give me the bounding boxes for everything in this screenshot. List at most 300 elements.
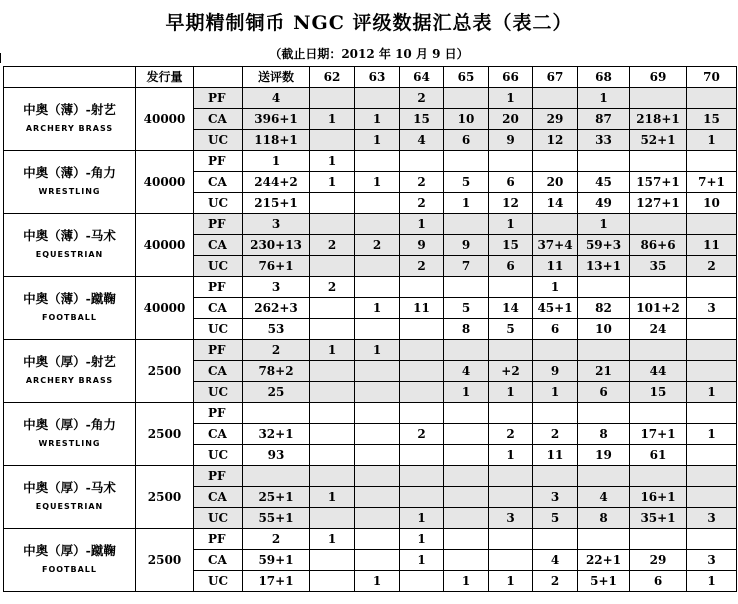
data-cell: 17+1 <box>243 571 310 592</box>
data-cell: 11 <box>533 445 578 466</box>
data-cell: 78+2 <box>243 361 310 382</box>
column-header <box>4 67 136 88</box>
coin-name: 中奥（厚）-角力 <box>23 416 116 432</box>
data-cell <box>400 151 444 172</box>
data-cell <box>630 151 687 172</box>
data-cell: 2 <box>400 172 444 193</box>
data-cell <box>687 403 737 424</box>
data-cell <box>310 382 355 403</box>
table-body <box>4 88 737 592</box>
data-cell: 1 <box>355 109 400 130</box>
page-title: 早期精制铜币 NGC 评级数据汇总表（表二） <box>165 12 573 34</box>
data-cell <box>489 529 533 550</box>
data-cell: 35+1 <box>630 508 687 529</box>
data-cell: 17+1 <box>630 424 687 445</box>
edge-marker <box>0 53 1 63</box>
data-cell: 1 <box>310 109 355 130</box>
data-cell <box>489 277 533 298</box>
data-cell <box>687 88 737 109</box>
coin-name-english: FOOTBALL <box>41 564 97 574</box>
data-cell <box>444 550 489 571</box>
data-cell: 2 <box>400 256 444 277</box>
data-cell: 218+1 <box>630 109 687 130</box>
issue-quantity: 2500 <box>136 529 194 592</box>
data-cell: 1 <box>489 382 533 403</box>
table-row <box>4 466 737 487</box>
data-cell: 3 <box>687 508 737 529</box>
data-cell: 1 <box>400 508 444 529</box>
data-cell: 10 <box>687 193 737 214</box>
coin-name-english: EQUESTRIAN <box>35 501 104 511</box>
data-cell: 1 <box>444 193 489 214</box>
data-cell: 21 <box>578 361 630 382</box>
coin-name-cell <box>4 466 136 529</box>
data-cell: 59+3 <box>578 235 630 256</box>
coin-name-english: FOOTBALL <box>41 312 97 322</box>
data-cell <box>400 361 444 382</box>
data-cell: 44 <box>630 361 687 382</box>
grade-label: CA <box>194 298 243 319</box>
data-cell: 11 <box>400 298 444 319</box>
grade-label: PF <box>194 466 243 487</box>
data-cell <box>630 340 687 361</box>
grade-label: PF <box>194 88 243 109</box>
coin-name-cell <box>4 340 136 403</box>
data-cell: 1 <box>400 214 444 235</box>
data-cell: 6 <box>489 172 533 193</box>
data-cell <box>444 340 489 361</box>
data-cell <box>444 403 489 424</box>
data-cell: 230+13 <box>243 235 310 256</box>
data-cell <box>687 529 737 550</box>
grade-label: CA <box>194 424 243 445</box>
coin-name: 中奥（薄）-射艺 <box>23 101 116 117</box>
data-cell: 25+1 <box>243 487 310 508</box>
data-cell: 8 <box>578 508 630 529</box>
grade-label: CA <box>194 361 243 382</box>
data-cell <box>630 466 687 487</box>
data-cell: 86+6 <box>630 235 687 256</box>
coin-name: 中奥（薄）-角力 <box>23 164 116 180</box>
data-cell: 4 <box>578 487 630 508</box>
data-cell <box>355 277 400 298</box>
data-cell <box>687 445 737 466</box>
data-cell <box>310 445 355 466</box>
data-cell: 6 <box>533 319 578 340</box>
grade-label: CA <box>194 550 243 571</box>
table-row <box>4 277 737 298</box>
grade-label: PF <box>194 151 243 172</box>
data-cell: 25 <box>243 382 310 403</box>
data-cell: 2 <box>489 424 533 445</box>
data-cell <box>310 571 355 592</box>
data-cell: 5 <box>444 298 489 319</box>
data-cell: 118+1 <box>243 130 310 151</box>
data-cell <box>489 340 533 361</box>
data-cell <box>578 403 630 424</box>
coin-name-cell <box>4 214 136 277</box>
data-cell: 3 <box>533 487 578 508</box>
data-cell <box>355 508 400 529</box>
data-cell: 24 <box>630 319 687 340</box>
data-cell <box>310 298 355 319</box>
coin-name: 中奥（薄）-蹴鞠 <box>23 290 116 306</box>
data-cell <box>444 151 489 172</box>
data-cell <box>355 424 400 445</box>
data-cell: 1 <box>687 382 737 403</box>
column-header: 66 <box>489 67 533 88</box>
data-cell: 13+1 <box>578 256 630 277</box>
data-cell: 8 <box>578 424 630 445</box>
data-cell <box>400 382 444 403</box>
data-cell <box>533 466 578 487</box>
data-cell: 101+2 <box>630 298 687 319</box>
data-cell <box>355 361 400 382</box>
data-cell <box>444 529 489 550</box>
data-cell <box>355 382 400 403</box>
data-cell <box>355 529 400 550</box>
grading-table <box>3 66 737 592</box>
coin-name-english: EQUESTRIAN <box>35 249 104 259</box>
data-cell <box>355 403 400 424</box>
data-cell: 6 <box>444 130 489 151</box>
data-cell <box>355 151 400 172</box>
issue-quantity: 2500 <box>136 403 194 466</box>
data-cell <box>489 487 533 508</box>
data-cell <box>400 403 444 424</box>
table-row <box>4 340 737 361</box>
data-cell: 14 <box>533 193 578 214</box>
data-cell <box>444 424 489 445</box>
data-cell: 2 <box>310 235 355 256</box>
data-cell: 12 <box>533 130 578 151</box>
data-cell <box>687 214 737 235</box>
header-row <box>4 67 737 88</box>
data-cell: 14 <box>489 298 533 319</box>
column-header: 65 <box>444 67 489 88</box>
coin-name-cell <box>4 277 136 340</box>
coin-name-cell <box>4 151 136 214</box>
table-row <box>4 529 737 550</box>
data-cell: 6 <box>489 256 533 277</box>
cutoff-date: （截止日期：2012 年 10 月 9 日） <box>269 47 469 61</box>
data-cell: 11 <box>533 256 578 277</box>
data-cell: 61 <box>630 445 687 466</box>
data-cell <box>355 487 400 508</box>
data-cell: 1 <box>310 340 355 361</box>
data-cell: 1 <box>687 571 737 592</box>
data-cell <box>355 88 400 109</box>
data-cell <box>400 571 444 592</box>
table-row <box>4 403 737 424</box>
data-cell: 49 <box>578 193 630 214</box>
data-cell <box>578 151 630 172</box>
data-cell <box>630 277 687 298</box>
column-header: 70 <box>687 67 737 88</box>
data-cell: 1 <box>489 88 533 109</box>
data-cell: 2 <box>400 424 444 445</box>
data-cell <box>310 256 355 277</box>
coin-name-cell <box>4 403 136 466</box>
data-cell <box>310 508 355 529</box>
data-cell: 15 <box>687 109 737 130</box>
data-cell <box>687 487 737 508</box>
data-cell <box>578 529 630 550</box>
data-cell: 45+1 <box>533 298 578 319</box>
data-cell <box>355 550 400 571</box>
column-header: 64 <box>400 67 444 88</box>
data-cell: 2 <box>355 235 400 256</box>
grade-label: UC <box>194 256 243 277</box>
data-cell: 5 <box>533 508 578 529</box>
data-cell <box>310 319 355 340</box>
data-cell <box>687 361 737 382</box>
grade-label: PF <box>194 340 243 361</box>
data-cell: 2 <box>687 256 737 277</box>
data-cell <box>444 445 489 466</box>
data-cell: 37+4 <box>533 235 578 256</box>
data-cell <box>578 340 630 361</box>
data-cell <box>533 529 578 550</box>
data-cell: 262+3 <box>243 298 310 319</box>
data-cell: 215+1 <box>243 193 310 214</box>
data-cell: 9 <box>489 130 533 151</box>
coin-name-cell <box>4 529 136 592</box>
data-cell <box>310 130 355 151</box>
data-cell <box>630 403 687 424</box>
data-cell: 1 <box>400 550 444 571</box>
column-header: 68 <box>578 67 630 88</box>
data-cell: 6 <box>630 571 687 592</box>
grade-label: UC <box>194 508 243 529</box>
data-cell: 82 <box>578 298 630 319</box>
data-cell <box>533 214 578 235</box>
coin-name-english: WRESTLING <box>38 186 101 196</box>
data-cell: 20 <box>489 109 533 130</box>
data-cell: 4 <box>533 550 578 571</box>
data-cell: 1 <box>310 172 355 193</box>
data-cell: 22+1 <box>578 550 630 571</box>
data-cell <box>630 529 687 550</box>
data-cell: 4 <box>444 361 489 382</box>
coin-name-english: WRESTLING <box>38 438 101 448</box>
data-cell: 10 <box>578 319 630 340</box>
data-cell <box>310 466 355 487</box>
data-cell: 1 <box>310 151 355 172</box>
data-cell: 1 <box>355 172 400 193</box>
data-cell <box>444 214 489 235</box>
data-cell <box>630 88 687 109</box>
data-cell <box>400 277 444 298</box>
data-cell <box>310 550 355 571</box>
table-row <box>4 151 737 172</box>
data-cell <box>400 445 444 466</box>
coin-name-english: ARCHERY BRASS <box>25 375 114 385</box>
data-cell: 4 <box>400 130 444 151</box>
data-cell: 1 <box>243 151 310 172</box>
data-cell <box>630 214 687 235</box>
data-cell: 2 <box>533 424 578 445</box>
column-header <box>194 67 243 88</box>
data-cell: 9 <box>533 361 578 382</box>
data-cell: 127+1 <box>630 193 687 214</box>
issue-quantity: 2500 <box>136 340 194 403</box>
data-cell: 1 <box>489 214 533 235</box>
data-cell: 4 <box>243 88 310 109</box>
data-cell <box>687 277 737 298</box>
data-cell: 1 <box>533 277 578 298</box>
issue-quantity: 40000 <box>136 214 194 277</box>
column-header: 67 <box>533 67 578 88</box>
data-cell <box>489 403 533 424</box>
data-cell <box>533 88 578 109</box>
data-cell <box>533 151 578 172</box>
data-cell: 16+1 <box>630 487 687 508</box>
data-cell: 1 <box>489 445 533 466</box>
data-cell: 55+1 <box>243 508 310 529</box>
data-cell <box>310 193 355 214</box>
data-cell <box>533 340 578 361</box>
coin-name-english: ARCHERY BRASS <box>25 123 114 133</box>
data-cell <box>310 214 355 235</box>
data-cell: 33 <box>578 130 630 151</box>
data-cell: 35 <box>630 256 687 277</box>
data-cell: 20 <box>533 172 578 193</box>
data-cell <box>243 403 310 424</box>
data-cell: 1 <box>400 529 444 550</box>
data-cell: 1 <box>355 130 400 151</box>
data-cell: 1 <box>355 298 400 319</box>
data-cell: 76+1 <box>243 256 310 277</box>
data-cell: 2 <box>243 340 310 361</box>
grade-label: PF <box>194 403 243 424</box>
data-cell: 7+1 <box>687 172 737 193</box>
data-cell: 87 <box>578 109 630 130</box>
data-cell: 1 <box>687 130 737 151</box>
data-cell: 3 <box>687 550 737 571</box>
data-cell: 15 <box>630 382 687 403</box>
data-cell <box>310 88 355 109</box>
column-header: 69 <box>630 67 687 88</box>
issue-quantity: 2500 <box>136 466 194 529</box>
data-cell: 59+1 <box>243 550 310 571</box>
data-cell: 1 <box>578 214 630 235</box>
data-cell: 244+2 <box>243 172 310 193</box>
data-cell <box>355 214 400 235</box>
data-cell: 29 <box>533 109 578 130</box>
grade-label: UC <box>194 130 243 151</box>
coin-name: 中奥（厚）-马术 <box>23 479 116 495</box>
data-cell: 15 <box>400 109 444 130</box>
grade-label: UC <box>194 571 243 592</box>
grade-label: CA <box>194 487 243 508</box>
data-cell: 12 <box>489 193 533 214</box>
data-cell <box>310 424 355 445</box>
data-cell: 5 <box>444 172 489 193</box>
data-cell: 396+1 <box>243 109 310 130</box>
data-cell: 8 <box>444 319 489 340</box>
grade-label: PF <box>194 529 243 550</box>
column-header: 62 <box>310 67 355 88</box>
issue-quantity: 40000 <box>136 88 194 151</box>
column-header: 63 <box>355 67 400 88</box>
data-cell <box>533 403 578 424</box>
data-cell: 2 <box>243 529 310 550</box>
data-cell: 10 <box>444 109 489 130</box>
data-cell: 9 <box>444 235 489 256</box>
data-cell <box>400 340 444 361</box>
coin-name: 中奥（厚）-射艺 <box>23 353 116 369</box>
data-cell <box>310 403 355 424</box>
data-cell: 1 <box>310 487 355 508</box>
data-cell: 29 <box>630 550 687 571</box>
issue-quantity: 40000 <box>136 277 194 340</box>
data-cell: 93 <box>243 445 310 466</box>
data-cell: 7 <box>444 256 489 277</box>
data-cell <box>400 319 444 340</box>
data-cell <box>489 151 533 172</box>
data-cell: 1 <box>355 571 400 592</box>
data-cell <box>578 466 630 487</box>
data-cell <box>444 88 489 109</box>
grade-label: UC <box>194 193 243 214</box>
data-cell: 1 <box>489 571 533 592</box>
data-cell: 9 <box>400 235 444 256</box>
data-cell <box>355 445 400 466</box>
data-cell <box>355 319 400 340</box>
data-cell: 32+1 <box>243 424 310 445</box>
grade-label: UC <box>194 445 243 466</box>
data-cell <box>687 466 737 487</box>
data-cell <box>489 550 533 571</box>
data-cell: 1 <box>578 88 630 109</box>
coin-name-cell <box>4 88 136 151</box>
data-cell: 3 <box>489 508 533 529</box>
data-cell: 15 <box>489 235 533 256</box>
grade-label: PF <box>194 277 243 298</box>
data-cell: 3 <box>687 298 737 319</box>
data-cell <box>687 151 737 172</box>
data-cell: 53 <box>243 319 310 340</box>
grade-label: UC <box>194 382 243 403</box>
data-cell <box>444 466 489 487</box>
data-cell <box>578 277 630 298</box>
data-cell: 1 <box>533 382 578 403</box>
data-cell: 5+1 <box>578 571 630 592</box>
data-cell <box>310 361 355 382</box>
data-cell <box>400 487 444 508</box>
data-cell: 45 <box>578 172 630 193</box>
data-cell <box>444 277 489 298</box>
data-cell: 6 <box>578 382 630 403</box>
data-cell: 19 <box>578 445 630 466</box>
data-cell: 1 <box>444 382 489 403</box>
data-cell <box>489 466 533 487</box>
data-cell <box>355 466 400 487</box>
data-cell: +2 <box>489 361 533 382</box>
data-cell: 1 <box>355 340 400 361</box>
data-cell: 157+1 <box>630 172 687 193</box>
data-cell: 3 <box>243 214 310 235</box>
column-header: 发行量 <box>136 67 194 88</box>
grade-label: PF <box>194 214 243 235</box>
grade-label: CA <box>194 235 243 256</box>
table-row <box>4 214 737 235</box>
data-cell: 11 <box>687 235 737 256</box>
column-header: 送评数 <box>243 67 310 88</box>
data-cell <box>243 466 310 487</box>
data-cell <box>355 193 400 214</box>
